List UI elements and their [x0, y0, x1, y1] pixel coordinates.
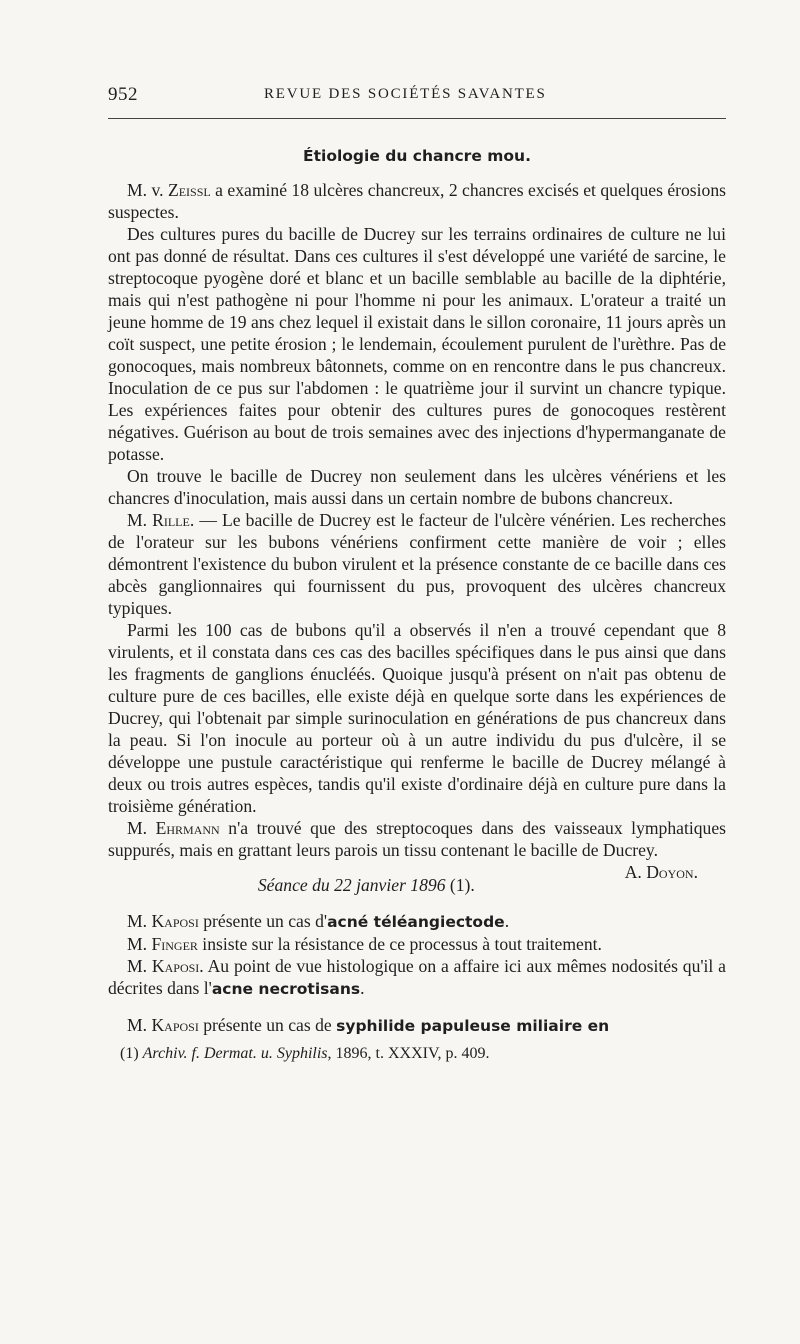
- paragraph-cultures: Des cultures pures du bacille de Ducrey sur les terrains ordinaires de culture ne lui ont pas donné de résultat. Dans ces cultures il s'est développé une variété de sarcine, le streptocoque pyogène doré et blanc et un bacille semblable au bacille de la diphtérie, mais qui n'est pathogène ni pour l'homme ni pour les animaux. L'orateur a traité un jeune homme de 19 ans chez lequel il existait dans le sillon coronaire, 11 jours après un coït suspect, une petite érosion ; le lendemain, écoulement purulent de l'urèthre. Pas de gonocoques, mais nombreux bâtonnets, comme on en rencontre dans le pus chancreux. Inoculation de ce pus sur l'abdomen : le quatrième jour il survint un chancre typique. Les expériences faites pour obtenir des cultures pures de gonocoques restèrent négatives. Guérison au bout de trois semaines avec des injections d'hypermanganate de potasse.: [108, 224, 726, 464]
- speaker-name: Zeissl: [167, 180, 211, 200]
- speaker-name: Rille: [152, 510, 190, 530]
- speaker-name: Kaposi: [151, 956, 200, 976]
- paragraph-bubons: On trouve le bacille de Ducrey non seulement dans les ulcères vénériens et les chancres d'inoculation, mais aussi dans un certain nombre de bubons chancreux.: [108, 466, 726, 508]
- page-number: 952: [108, 84, 138, 105]
- speaker-name: Ehrmann: [155, 818, 220, 838]
- page-header: [108, 70, 726, 119]
- running-title: REVUE DES SOCIÉTÉS SAVANTES: [264, 86, 547, 102]
- journal-title: Archiv. f. Dermat. u. Syphilis: [142, 1045, 328, 1062]
- paragraph-virulent-bubons: Parmi les 100 cas de bubons qu'il a observés il n'en a trouvé cependant que 8 virulents, et il constata dans ces cas des bacilles spécifiques dans le pus ainsi que dans les fragments de ganglions énucléés. Quoique jusqu'à présent on n'ait pas obtenu de culture pure de ces bacilles, elle existe déjà en quelque sorte dans les expériences de Ducrey, qui l'obtenait par simple surinoculation en générations de pus chancreux dans la peau. Si l'on inocule au porteur où à un autre individu du pus d'ulcère, il se développe une pustule caractéristique qui renferme le bacille de Ducrey mélangé à deux ou trois autres espèces, tandis qu'il existe d'ordinaire déjà en culture pure dans la troisième génération.: [108, 620, 726, 816]
- paragraph-kaposi-1: M. Kaposi présente un cas d'acné téléangiectode.: [127, 911, 510, 931]
- section-title: Étiologie du chancre mou.: [303, 147, 531, 165]
- footnote-ref: (1).: [445, 875, 475, 895]
- footnote: (1) Archiv. f. Dermat. u. Syphilis, 1896, t. XXXIV, p. 409.: [120, 1045, 490, 1062]
- speaker-name: Kaposi: [151, 911, 199, 931]
- disease-term: syphilide papuleuse miliaire en: [336, 1017, 610, 1035]
- disease-term: acné téléangiectode: [327, 913, 505, 931]
- paragraph-ehrmann: M. Ehrmann n'a trouvé que des streptocoques dans des vaisseaux lymphatiques suppurés, mais en grattant leurs parois un tissu contenant le bacille de Ducrey. A. Doyon.: [108, 818, 726, 882]
- page: [108, 70, 726, 1063]
- paragraph-zeissl: M. v. Zeissl a examiné 18 ulcères chancreux, 2 chancres excisés et quelques érosions suspectes.: [108, 180, 726, 222]
- paragraph-kaposi-3: M. Kaposi présente un cas de syphilide papuleuse miliaire en: [127, 1015, 610, 1035]
- author-signature: A. Doyon.: [624, 862, 698, 882]
- paragraph-kaposi-2: M. Kaposi. Au point de vue histologique on a affaire ici aux mêmes nodosités qu'il a décrites dans l'acne necrotisans.: [108, 956, 726, 998]
- speaker-name: Finger: [151, 934, 198, 954]
- session-heading: Séance du 22 janvier 1896 (1).: [257, 875, 475, 895]
- disease-term: acne necrotisans: [211, 980, 361, 998]
- paragraph-finger: M. Finger insiste sur la résistance de ce processus à tout traitement.: [127, 934, 602, 954]
- paragraph-rille: M. Rille. — Le bacille de Ducrey est le facteur de l'ulcère vénérien. Les recherches de l'orateur sur les bubons vénériens confirment cette manière de voir ; elles démontrent l'existence du bubon virulent et la présence constante de ce bacille dans ces abcès ganglionnaires qui fournissent du pus, provoquent des ulcères chancreux typiques.: [108, 510, 726, 618]
- speaker-name: Kaposi: [151, 1015, 199, 1035]
